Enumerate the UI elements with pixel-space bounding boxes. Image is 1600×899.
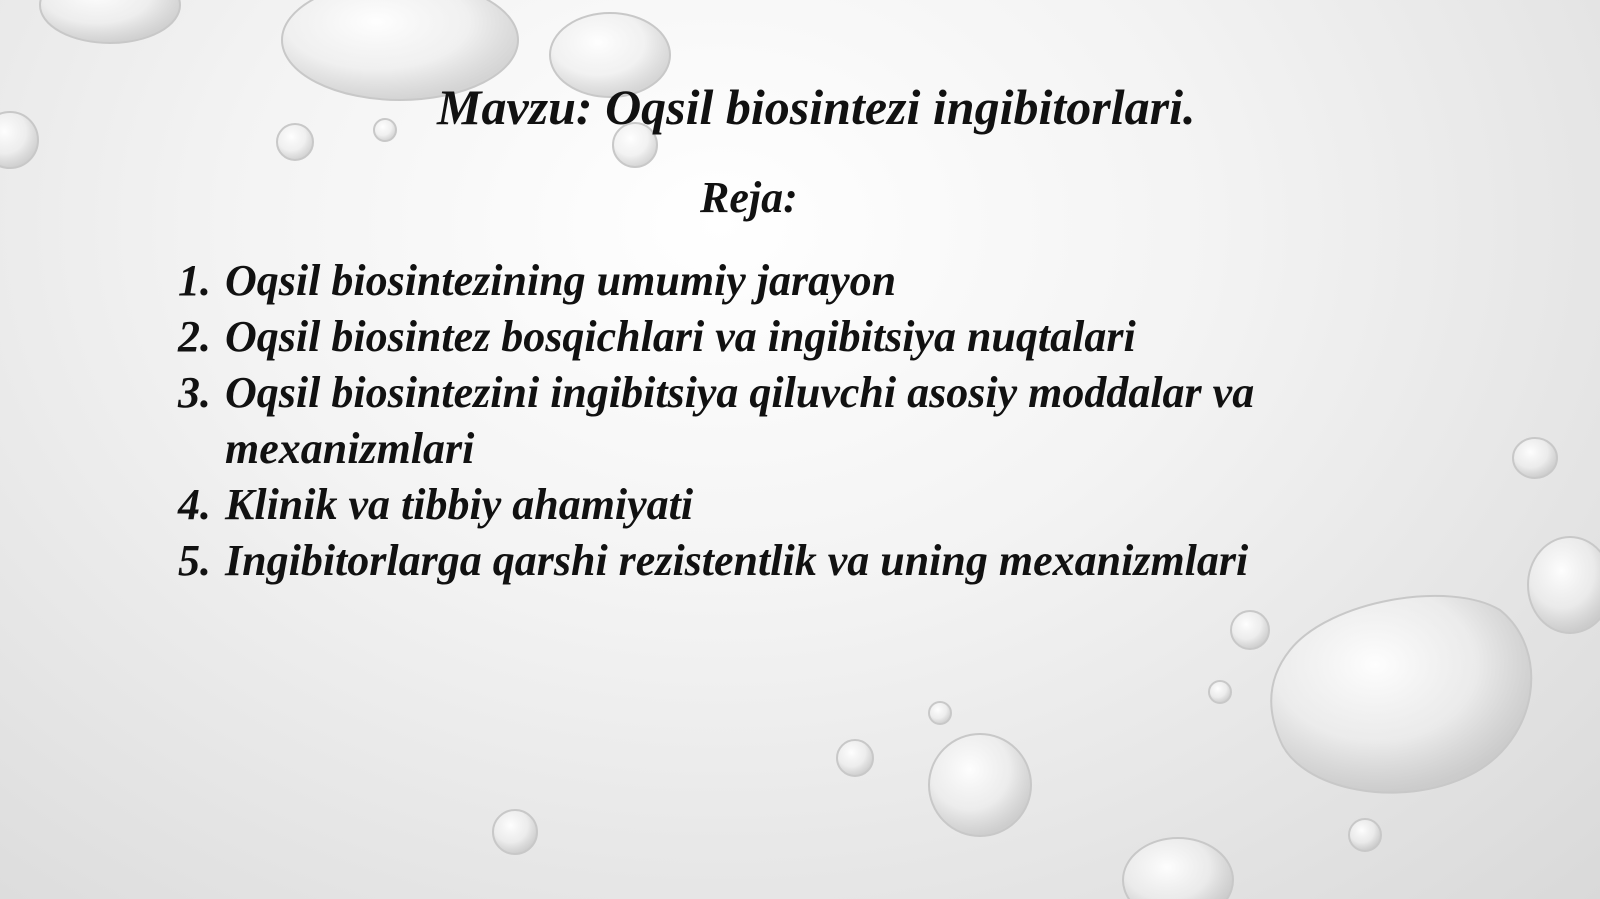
drop bbox=[1231, 611, 1269, 649]
plan-item-number: 4. bbox=[178, 480, 211, 529]
plan-item bbox=[178, 253, 1378, 309]
drop bbox=[0, 112, 38, 168]
plan-item-number: 3. bbox=[178, 368, 211, 417]
plan-item-number: 1. bbox=[178, 256, 211, 305]
drop bbox=[1528, 537, 1600, 633]
drop bbox=[374, 119, 396, 141]
drop bbox=[837, 740, 873, 776]
drop bbox=[1209, 681, 1231, 703]
plan-item bbox=[178, 365, 1378, 477]
plan-item-text: Klinik va tibbiy ahamiyati bbox=[225, 480, 694, 529]
drop bbox=[40, 0, 180, 43]
plan-item bbox=[178, 533, 1378, 589]
drop bbox=[929, 702, 951, 724]
plan-list bbox=[178, 253, 1378, 589]
plan-item-number: 5. bbox=[178, 536, 211, 585]
plan-item-text: Oqsil biosintezining umumiy jarayon bbox=[225, 256, 897, 305]
plan-item-text: Oqsil biosintezini ingibitsiya qiluvchi asosiy moddalar va mexanizmlari bbox=[225, 368, 1255, 473]
drop bbox=[493, 810, 537, 854]
plan-item-text: Ingibitorlarga qarshi rezistentlik va uning mexanizmlari bbox=[225, 536, 1249, 585]
drop bbox=[1123, 838, 1233, 899]
plan-item bbox=[178, 477, 1378, 533]
plan-item bbox=[178, 309, 1378, 365]
plan-heading: Reja: bbox=[700, 173, 798, 222]
drop bbox=[1349, 819, 1381, 851]
drop bbox=[1271, 596, 1531, 793]
plan-item-text: Oqsil biosintez bosqichlari va ingibitsiya nuqtalari bbox=[225, 312, 1136, 361]
drop bbox=[277, 124, 313, 160]
drop bbox=[1513, 438, 1557, 478]
drop bbox=[929, 734, 1031, 836]
slide-title: Mavzu: Oqsil biosintezi ingibitorlari. bbox=[437, 79, 1196, 135]
plan-item-number: 2. bbox=[178, 312, 211, 361]
